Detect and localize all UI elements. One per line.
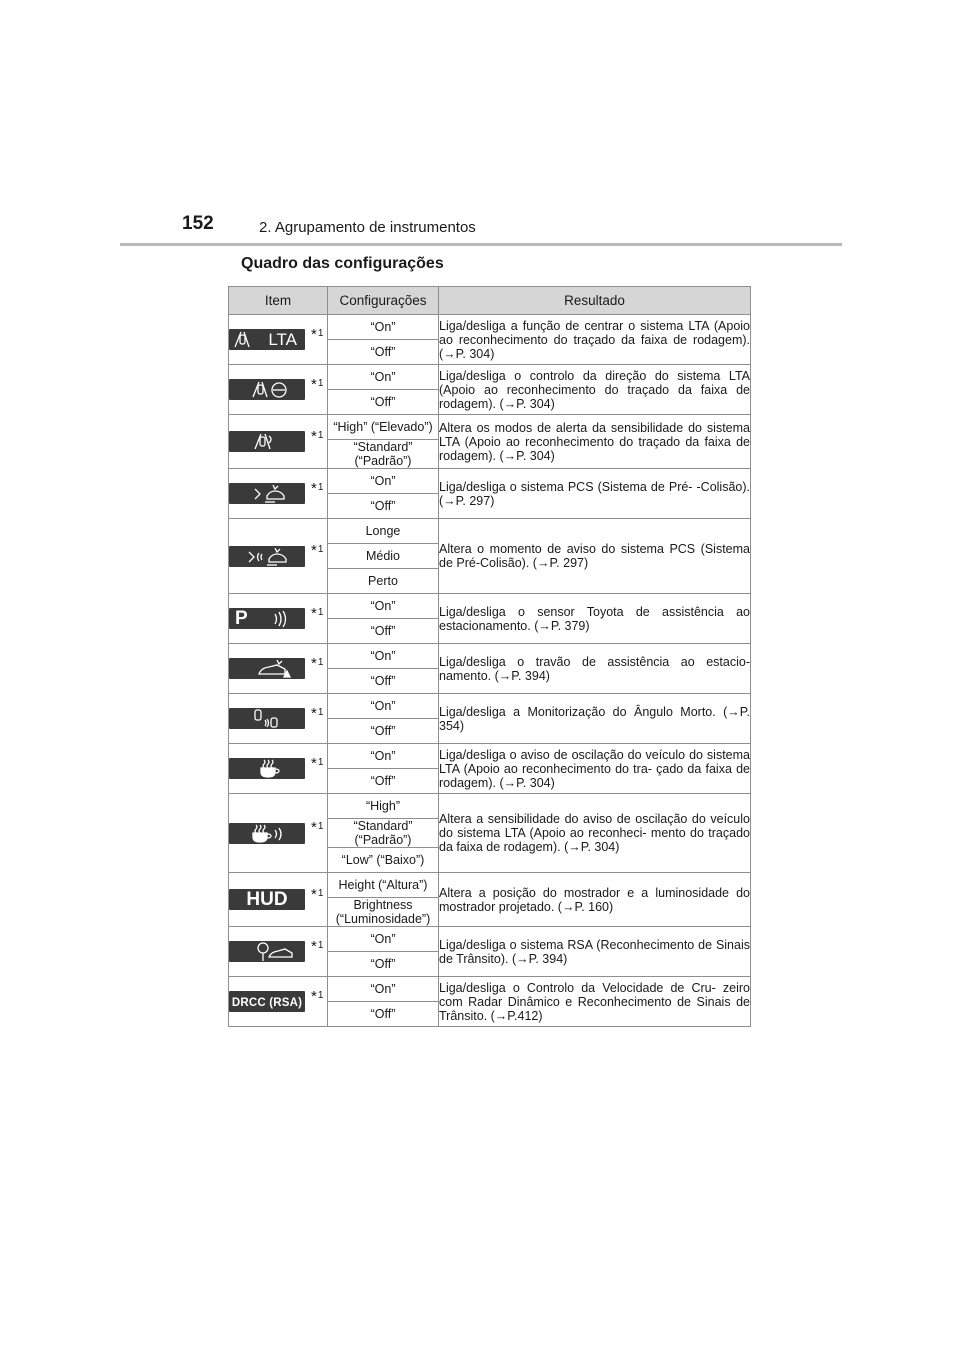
table-row xyxy=(229,365,751,390)
setting-item-cell xyxy=(229,977,328,1027)
section-title: 2. Agrupamento de instrumentos xyxy=(259,219,476,236)
footnote-number: 1 xyxy=(317,606,324,618)
setting-option: “Off” xyxy=(328,952,439,977)
setting-option: “On” xyxy=(328,744,439,769)
parking-brake-assist-icon xyxy=(229,658,305,679)
setting-result: Liga/desliga o sistema PCS (Sistema de Pré- -Colisão). (→P. 297) xyxy=(439,469,751,519)
footnote-symbol: * xyxy=(311,654,317,672)
footnote-symbol: * xyxy=(311,937,317,955)
icon-label: LTA xyxy=(268,330,297,349)
setting-result: Liga/desliga o sensor Toyota de assistência ao estacionamento. (→P. 379) xyxy=(439,594,751,644)
hud-icon xyxy=(229,889,305,910)
setting-result: Liga/desliga o travão de assistência ao estacio- namento. (→P. 394) xyxy=(439,644,751,694)
rsa-icon xyxy=(229,941,305,962)
lta-alert-sensitivity-icon xyxy=(229,431,305,452)
setting-result: Liga/desliga o sistema RSA (Reconhecimento de Sinais de Trânsito). (→P. 394) xyxy=(439,927,751,977)
setting-option: “Off” xyxy=(328,669,439,694)
table-row xyxy=(229,977,751,1002)
setting-option: “On” xyxy=(328,977,439,1002)
icon-label: HUD xyxy=(246,889,288,910)
footnote-marker xyxy=(311,542,323,558)
setting-item-cell xyxy=(229,365,328,415)
setting-option: “On” xyxy=(328,594,439,619)
footnote-symbol: * xyxy=(311,479,317,497)
table-row xyxy=(229,744,751,769)
setting-option: “Off” xyxy=(328,390,439,415)
setting-option: “High” xyxy=(328,794,439,819)
footnote-symbol: * xyxy=(311,704,317,722)
footnote-symbol: * xyxy=(311,987,317,1005)
footnote-marker xyxy=(311,938,323,954)
footnote-symbol: * xyxy=(311,604,317,622)
header-configuracoes: Configurações xyxy=(328,287,439,315)
lta-steering-icon xyxy=(229,379,305,400)
setting-item-cell xyxy=(229,519,328,594)
footnote-symbol: * xyxy=(311,819,317,836)
footnote-marker xyxy=(311,480,323,496)
footnote-marker xyxy=(311,428,323,444)
settings-table xyxy=(228,286,751,1027)
setting-item-cell xyxy=(229,415,328,469)
setting-option: “On” xyxy=(328,694,439,719)
setting-option: “Off” xyxy=(328,494,439,519)
setting-result: Liga/desliga o aviso de oscilação do veículo do sistema LTA (Apoio ao reconhecimento do tra- çado da faixa de rodagem). (→P. 304) xyxy=(439,744,751,794)
footnote-symbol: * xyxy=(311,325,317,343)
footnote-marker xyxy=(311,886,323,902)
blind-spot-monitor-icon xyxy=(229,708,305,729)
footnote-symbol: * xyxy=(311,542,317,559)
setting-option: Médio xyxy=(328,544,439,569)
table-heading: Quadro das configurações xyxy=(241,255,444,272)
setting-item-cell xyxy=(229,794,328,873)
footnote-marker xyxy=(311,988,323,1004)
footnote-number: 1 xyxy=(317,706,324,718)
setting-option: “Off” xyxy=(328,1002,439,1027)
footnote-marker xyxy=(311,326,323,342)
header-resultado: Resultado xyxy=(439,287,751,315)
footnote-symbol: * xyxy=(311,754,317,772)
footnote-number: 1 xyxy=(317,377,324,389)
setting-item-cell xyxy=(229,644,328,694)
footnote-number: 1 xyxy=(317,989,324,1001)
setting-option: “Off” xyxy=(328,769,439,794)
table-row xyxy=(229,927,751,952)
sway-warning-sensitivity-icon xyxy=(229,823,305,844)
icon-label: P xyxy=(235,608,248,629)
footnote-number: 1 xyxy=(317,481,324,493)
setting-result: Liga/desliga o Controlo da Velocidade de Cru- zeiro com Radar Dinâmico e Reconhecimento de Sinais de Trânsito. (→P.412) xyxy=(439,977,751,1027)
table-row xyxy=(229,519,751,544)
parking-sensor-icon xyxy=(229,608,305,629)
sway-warning-icon xyxy=(229,758,305,779)
setting-option: “Off” xyxy=(328,619,439,644)
setting-option: “On” xyxy=(328,469,439,494)
setting-item-cell xyxy=(229,315,328,365)
setting-option: “On” xyxy=(328,315,439,340)
setting-result: Altera o momento de aviso do sistema PCS (Sistema de Pré-Colisão). (→P. 297) xyxy=(439,519,751,594)
setting-result: Liga/desliga a Monitorização do Ângulo Morto. (→P. 354) xyxy=(439,694,751,744)
setting-result: Altera os modos de alerta da sensibilidade do sistema LTA (Apoio ao reconhecimento do traçado da faixa de rodagem). (→P. 304) xyxy=(439,415,751,469)
table-header-row xyxy=(229,287,751,315)
footnote-number: 1 xyxy=(317,887,324,899)
setting-item-cell xyxy=(229,469,328,519)
setting-item-cell xyxy=(229,927,328,977)
footnote-number: 1 xyxy=(317,544,324,555)
setting-option: “Off” xyxy=(328,719,439,744)
footnote-number: 1 xyxy=(317,756,324,768)
setting-option: Height (“Altura”) xyxy=(328,873,439,898)
pcs-warning-timing-icon xyxy=(229,546,305,567)
footnote-number: 1 xyxy=(317,429,324,441)
page-number: 152 xyxy=(182,213,214,234)
setting-result: Liga/desliga o controlo da direção do sistema LTA (Apoio ao reconhecimento do traçado da faixa de rodagem). (→P. 304) xyxy=(439,365,751,415)
setting-item-cell xyxy=(229,744,328,794)
setting-item-cell xyxy=(229,594,328,644)
table-row xyxy=(229,794,751,819)
footnote-symbol: * xyxy=(311,885,317,903)
header-divider xyxy=(120,243,842,246)
setting-item-cell xyxy=(229,873,328,927)
footnote-marker xyxy=(311,655,323,671)
table-row xyxy=(229,644,751,669)
footnote-marker xyxy=(311,755,323,771)
setting-option: “On” xyxy=(328,365,439,390)
setting-option: “Off” xyxy=(328,340,439,365)
header-item: Item xyxy=(229,287,328,315)
setting-option: “Standard” (“Padrão”) xyxy=(328,819,439,848)
lta-centering-icon xyxy=(229,329,305,350)
setting-option: Perto xyxy=(328,569,439,594)
setting-option: “High” (“Elevado”) xyxy=(328,415,439,440)
setting-result: Liga/desliga a função de centrar o sistema LTA (Apoio ao reconhecimento do traçado da faixa de rodagem). (→P. 304) xyxy=(439,315,751,365)
drcc-rsa-icon xyxy=(229,991,305,1012)
footnote-marker xyxy=(311,819,323,835)
table-row xyxy=(229,469,751,494)
setting-option: “Low” (“Baixo”) xyxy=(328,848,439,873)
footnote-number: 1 xyxy=(317,939,324,951)
footnote-symbol: * xyxy=(311,375,317,393)
icon-label: DRCC (RSA) xyxy=(231,997,303,1009)
setting-result: Altera a sensibilidade do aviso de oscilação do veículo do sistema LTA (Apoio ao reconheci- mento do traçado da faixa de rodagem). (→P. 304) xyxy=(439,794,751,873)
setting-result: Altera a posição do mostrador e a luminosidade do mostrador projetado. (→P. 160) xyxy=(439,873,751,927)
footnote-number: 1 xyxy=(317,327,324,339)
setting-option: “On” xyxy=(328,644,439,669)
setting-option: “Standard” (“Padrão”) xyxy=(328,440,439,469)
setting-item-cell xyxy=(229,694,328,744)
table-row xyxy=(229,415,751,440)
table-row xyxy=(229,873,751,898)
footnote-number: 1 xyxy=(317,656,324,668)
setting-option: Longe xyxy=(328,519,439,544)
footnote-marker xyxy=(311,605,323,621)
table-row xyxy=(229,315,751,340)
pcs-icon xyxy=(229,483,305,504)
table-row xyxy=(229,594,751,619)
footnote-marker xyxy=(311,376,323,392)
setting-option: “On” xyxy=(328,927,439,952)
footnote-symbol: * xyxy=(311,427,317,445)
footnote-number: 1 xyxy=(317,821,324,832)
setting-option: Brightness (“Luminosidade”) xyxy=(328,898,439,927)
table-row xyxy=(229,694,751,719)
footnote-marker xyxy=(311,705,323,721)
